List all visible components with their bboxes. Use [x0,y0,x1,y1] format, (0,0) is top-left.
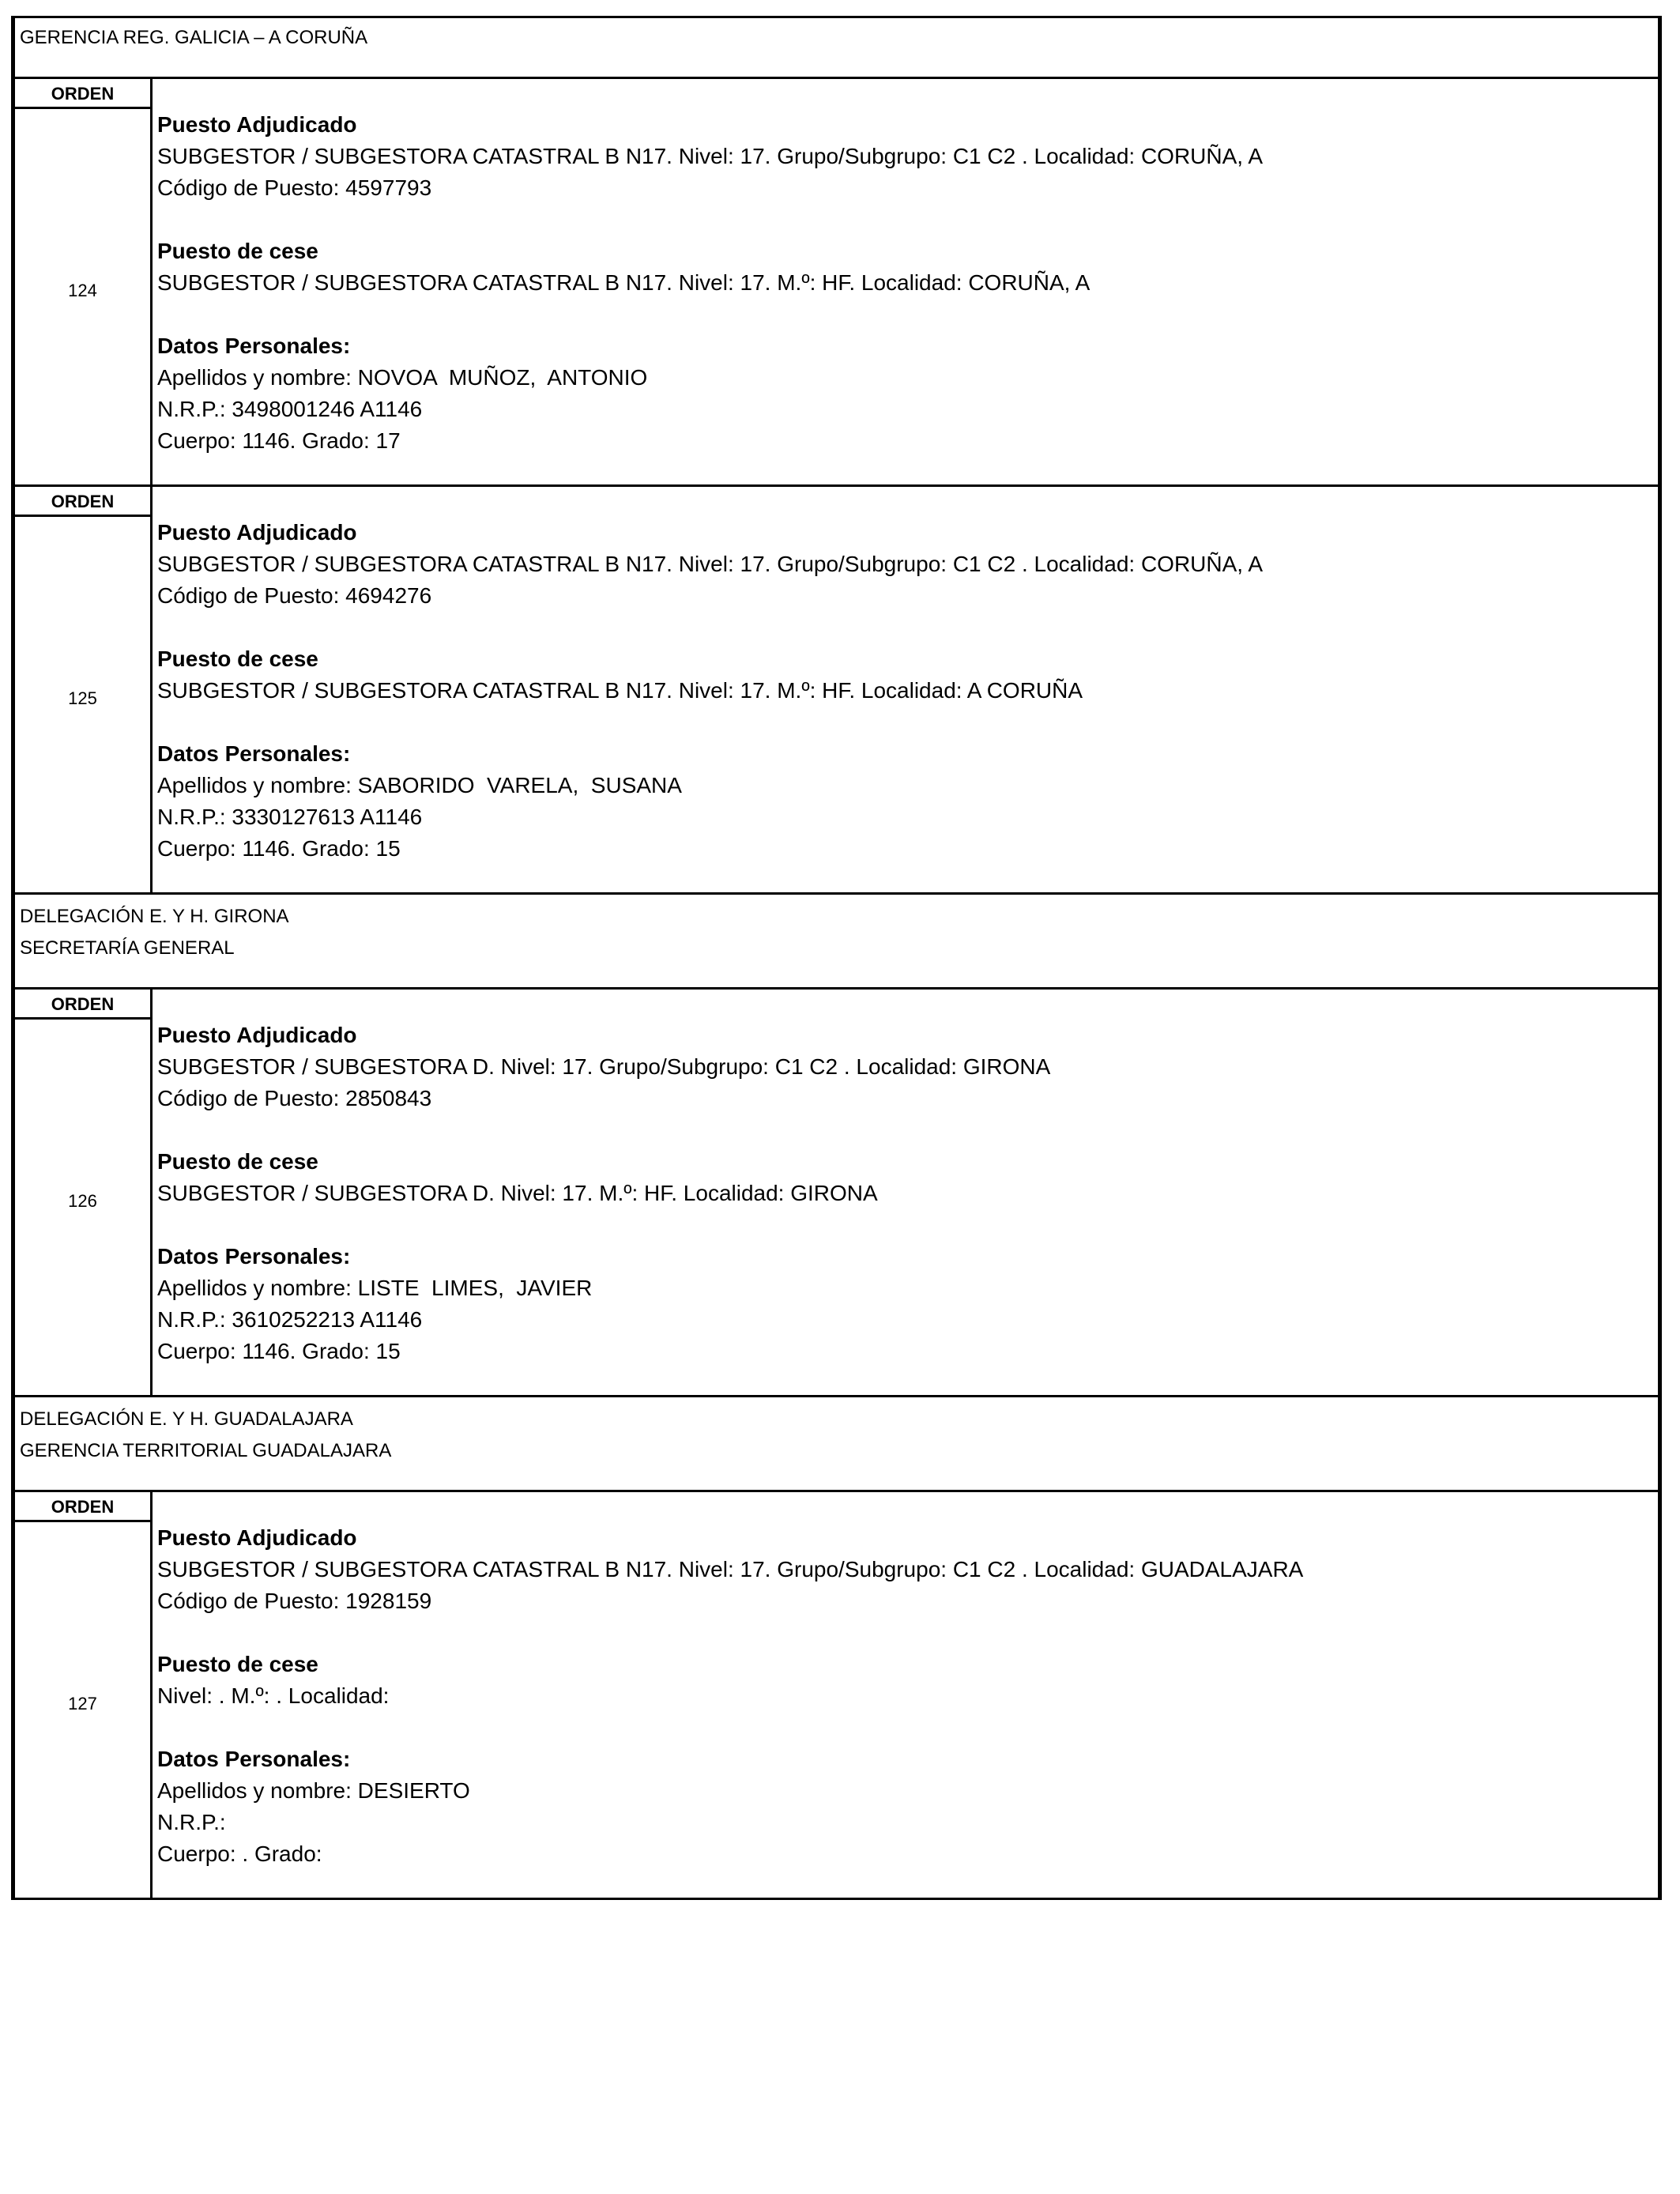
codigo-puesto: Código de Puesto: 2850843 [157,1086,432,1110]
orden-column [15,79,153,484]
section-header-line: DELEGACIÓN E. Y H. GUADALAJARA [20,1408,353,1430]
codigo-puesto: Código de Puesto: 1928159 [157,1589,432,1613]
puesto-adjudicado-text: SUBGESTOR / SUBGESTORA CATASTRAL B N17. Nivel: 17. Grupo/Subgrupo: C1 C2 . Localidad: CORUÑA, A [157,144,1263,168]
orden-number: 124 [68,281,97,300]
datos-personales-title: Datos Personales: [157,334,351,358]
apellidos-nombre: Apellidos y nombre: SABORIDO VARELA, SUSANA [157,773,682,797]
entry-content [157,1522,1658,1870]
orden-label: ORDEN [15,1492,150,1522]
entry-row [15,1492,1658,1900]
datos-personales-title: Datos Personales: [157,1244,351,1269]
section-header [15,1397,1658,1492]
orden-label: ORDEN [15,990,150,1020]
orden-number: 126 [68,1191,97,1211]
nrp: N.R.P.: [157,1810,226,1834]
apellidos-nombre: Apellidos y nombre: DESIERTO [157,1778,470,1803]
entry-row [15,79,1658,487]
orden-number: 125 [68,688,97,708]
puesto-adjudicado-text: SUBGESTOR / SUBGESTORA CATASTRAL B N17. Nivel: 17. Grupo/Subgrupo: C1 C2 . Localidad: GUADALAJARA [157,1557,1304,1581]
entry-content [157,1020,1658,1367]
puesto-adjudicado-title: Puesto Adjudicado [157,1023,357,1047]
puesto-adjudicado-title: Puesto Adjudicado [157,520,357,545]
puesto-cese-text: SUBGESTOR / SUBGESTORA CATASTRAL B N17. Nivel: 17. M.º: HF. Localidad: A CORUÑA [157,678,1083,703]
orden-column [15,487,153,892]
nrp: N.R.P.: 3610252213 A1146 [157,1307,423,1332]
cuerpo-grado: Cuerpo: 1146. Grado: 15 [157,836,401,861]
cuerpo-grado: Cuerpo: 1146. Grado: 17 [157,428,401,453]
section-header-line: DELEGACIÓN E. Y H. GIRONA [20,906,289,927]
section-header [15,895,1658,990]
nrp: N.R.P.: 3330127613 A1146 [157,805,423,829]
apellidos-nombre: Apellidos y nombre: LISTE LIMES, JAVIER [157,1276,593,1300]
entry-content [157,109,1658,457]
puesto-cese-text: SUBGESTOR / SUBGESTORA CATASTRAL B N17. Nivel: 17. M.º: HF. Localidad: CORUÑA, A [157,270,1090,295]
entry-row [15,990,1658,1397]
nrp: N.R.P.: 3498001246 A1146 [157,397,423,421]
puesto-cese-title: Puesto de cese [157,239,318,263]
puesto-adjudicado-text: SUBGESTOR / SUBGESTORA D. Nivel: 17. Grupo/Subgrupo: C1 C2 . Localidad: GIRONA [157,1054,1051,1079]
puesto-cese-text: SUBGESTOR / SUBGESTORA D. Nivel: 17. M.º: HF. Localidad: GIRONA [157,1181,878,1205]
codigo-puesto: Código de Puesto: 4597793 [157,175,432,200]
puesto-cese-text: Nivel: . M.º: . Localidad: [157,1683,390,1708]
puesto-adjudicado-text: SUBGESTOR / SUBGESTORA CATASTRAL B N17. Nivel: 17. Grupo/Subgrupo: C1 C2 . Localidad: CORUÑA, A [157,552,1263,576]
puesto-adjudicado-title: Puesto Adjudicado [157,112,357,137]
datos-personales-title: Datos Personales: [157,1747,351,1771]
apellidos-nombre: Apellidos y nombre: NOVOA MUÑOZ, ANTONIO [157,365,648,390]
section-header-line: GERENCIA TERRITORIAL GUADALAJARA [20,1440,392,1461]
puesto-cese-title: Puesto de cese [157,647,318,671]
puesto-cese-title: Puesto de cese [157,1652,318,1676]
section-header-line: GERENCIA REG. GALICIA – A CORUÑA [20,27,368,48]
orden-number: 127 [68,1694,97,1713]
section-header [15,16,1658,79]
entry-row [15,487,1658,895]
orden-label: ORDEN [15,79,150,109]
document-table [11,16,1662,1900]
entry-content [157,517,1658,865]
orden-column [15,990,153,1395]
puesto-cese-title: Puesto de cese [157,1149,318,1174]
orden-column [15,1492,153,1898]
section-header-line: SECRETARÍA GENERAL [20,937,235,959]
cuerpo-grado: Cuerpo: 1146. Grado: 15 [157,1339,401,1363]
orden-label: ORDEN [15,487,150,517]
datos-personales-title: Datos Personales: [157,741,351,766]
codigo-puesto: Código de Puesto: 4694276 [157,583,432,608]
puesto-adjudicado-title: Puesto Adjudicado [157,1525,357,1550]
cuerpo-grado: Cuerpo: . Grado: [157,1842,322,1866]
